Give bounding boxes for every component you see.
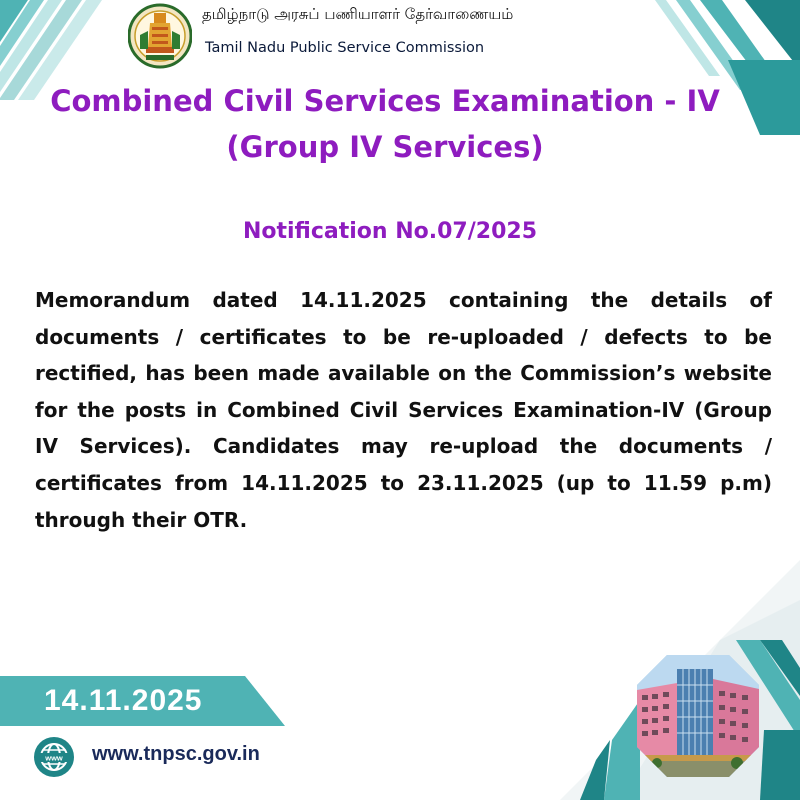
tnpsc-building-photo xyxy=(637,655,759,777)
org-name-tamil: தமிழ்நாடு அரசுப் பணியாளர் தேர்வாணையம் xyxy=(202,5,514,23)
tnpsc-emblem-icon xyxy=(128,3,192,69)
exam-title-line2: (Group IV Services) xyxy=(226,130,544,164)
date-label: 14.11.2025 xyxy=(44,684,203,717)
memorandum-text: Memorandum dated 14.11.2025 containing the details of documents / certificates to be re-uploaded / defects to be rectified, has been made available on the Commission’s website for the posts in Combined Civil Services Examination-IV (Group IV Services). Candidates may re-upload the documents / certificates from 14.11.2025 to 23.11.2025 (up to 11.59 p.m) through their OTR. xyxy=(35,288,772,532)
exam-title-line1: Combined Civil Services Examination - IV xyxy=(50,84,720,118)
corner-stripe-bottom-right xyxy=(604,700,640,800)
org-name-english: Tamil Nadu Public Service Commission xyxy=(205,40,485,56)
website-link[interactable]: www.tnpsc.gov.in xyxy=(92,743,260,765)
exam-title xyxy=(0,78,770,170)
globe-icon xyxy=(33,736,75,778)
notification-number: Notification No.07/2025 xyxy=(242,219,538,244)
svg-text:www: www xyxy=(45,753,63,763)
corner-panel-bottom-right xyxy=(760,730,800,800)
